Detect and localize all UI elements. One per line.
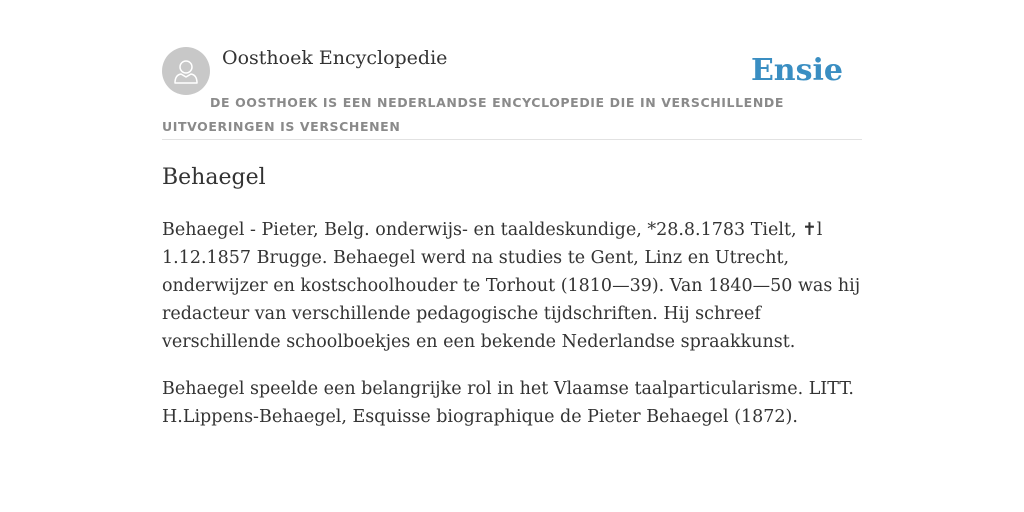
article-paragraph: Behaegel - Pieter, Belg. onderwijs- en taaldeskundige, *28.8.1783 Tielt, ✝l 1.12.1857 Brugge. Behaegel werd na studies te Gent, Linz en Utrecht, onderwijzer en kostschoolhouder te Torhout (1810—39). Van 1840—50 was hij redacteur van verschillende pedagogische tijdschriften. Hij schreef verschillende schoolboekjes en een bekende Nederlandse spraakkunst. [162,220,861,352]
user-icon [162,47,210,95]
source-description: DE OOSTHOEK IS EEN NEDERLANDSE ENCYCLOPEDIE DIE IN VERSCHILLENDE UITVOERINGEN IS VERSCHENEN [162,95,784,134]
source-title[interactable]: Oosthoek Encyclopedie [222,47,448,69]
article-title: Behaegel [162,165,266,190]
source-header [162,46,862,140]
article-paragraph: Behaegel speelde een belangrijke rol in het Vlaamse taalparticularisme. LITT. H.Lippens-Behaegel, Esquisse biographique de Pieter Behaegel (1872). [162,379,854,427]
article [162,160,862,431]
source-avatar[interactable] [162,47,210,95]
brand-logo[interactable]: Ensie [750,53,843,88]
